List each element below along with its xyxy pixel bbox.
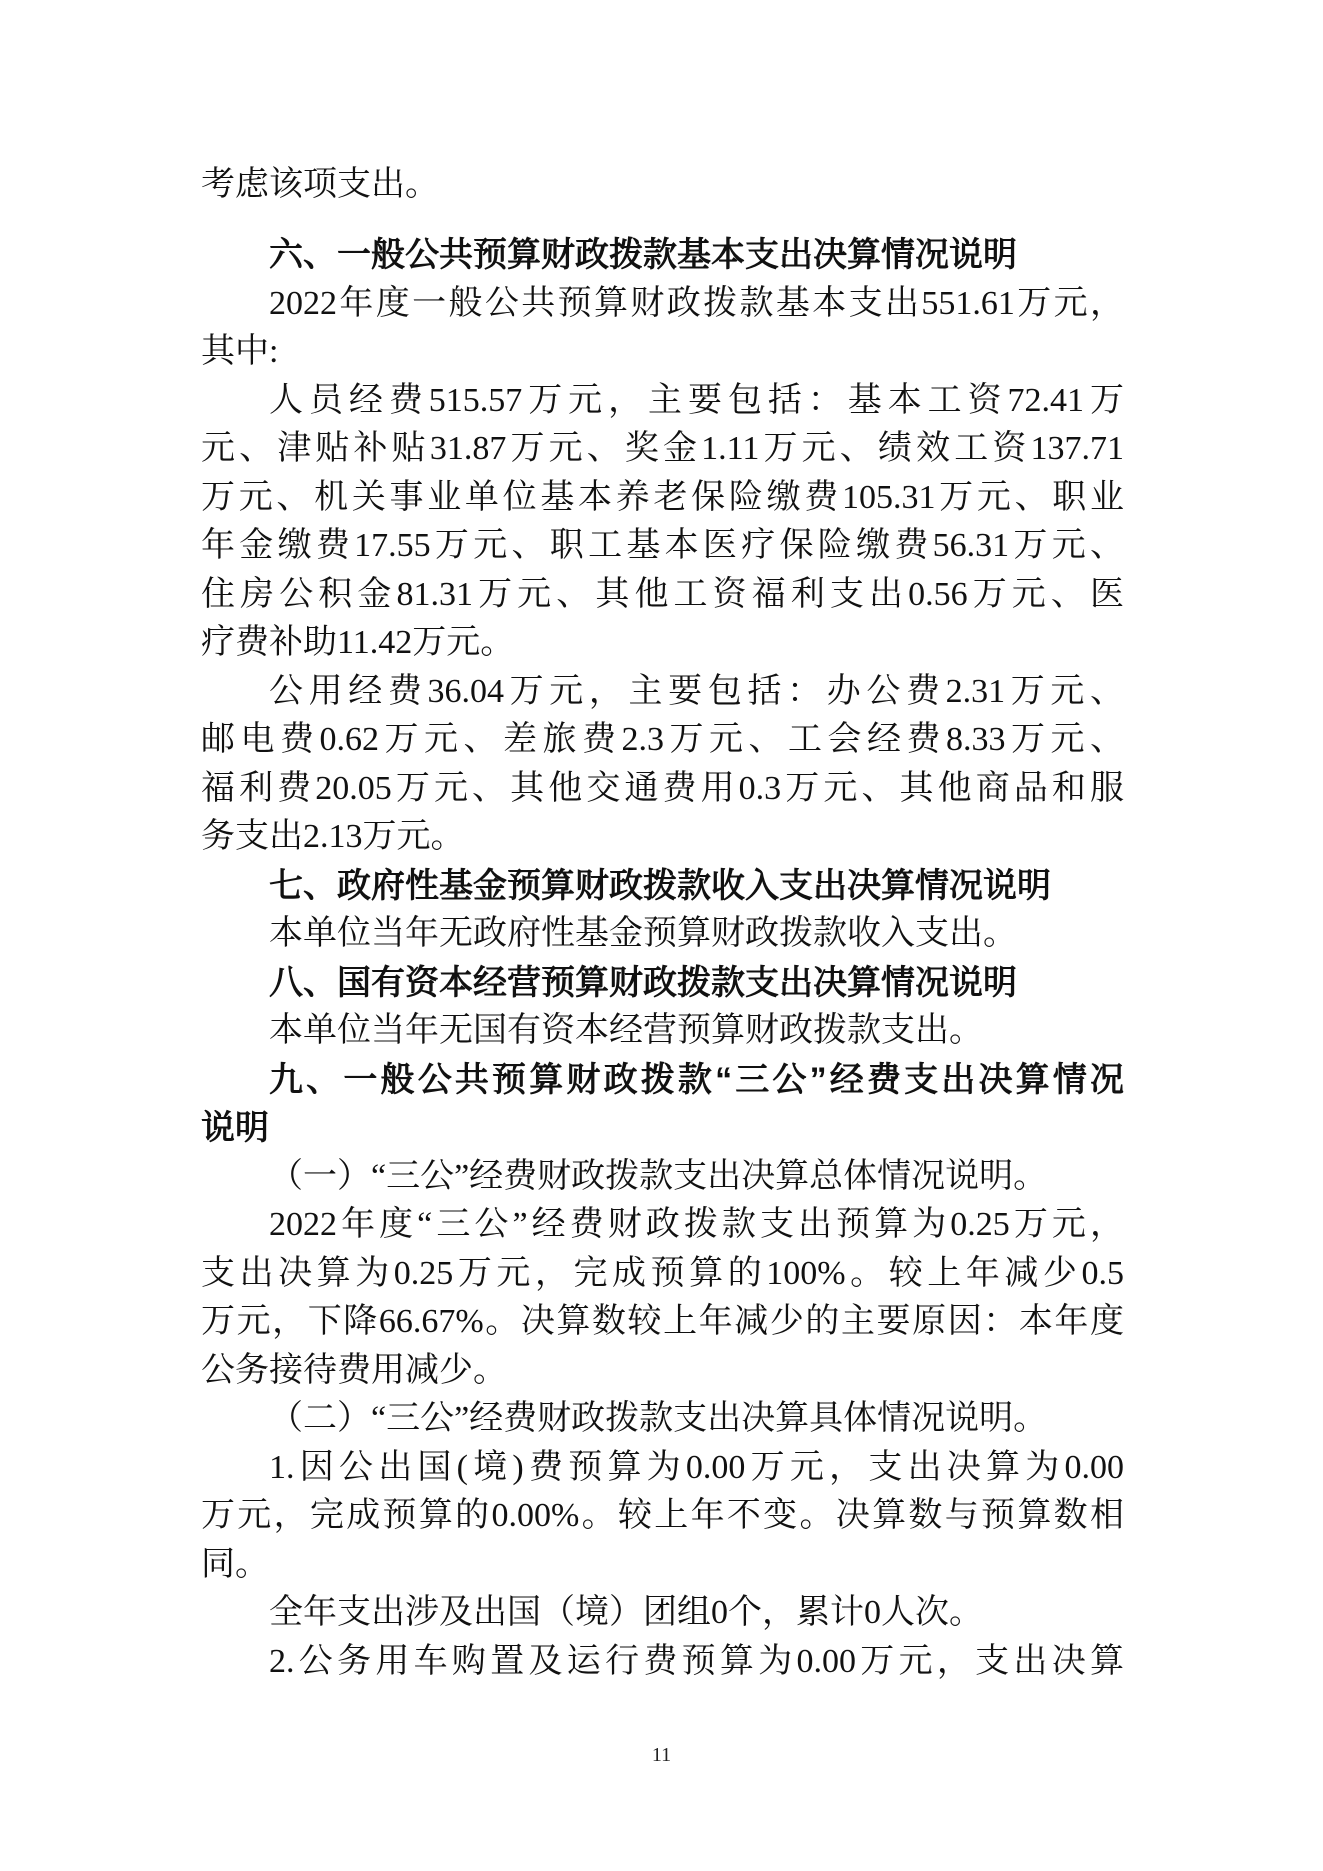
text-line: 万元、机关事业单位基本养老保险缴费105.31万元、职业: [201, 478, 1124, 516]
paragraph: [201, 668, 1124, 862]
text-line: 福利费20.05万元、其他交通费用0.3万元、其他商品和服: [201, 769, 1124, 807]
text-line: 住房公积金81.31万元、其他工资福利支出0.56万元、医: [201, 575, 1124, 613]
paragraph: [201, 1589, 1124, 1638]
document-body: [201, 161, 1124, 1686]
page-number: 11: [651, 1744, 672, 1766]
text-line: 2.公务用车购置及运行费预算为0.00万元，支出决算: [269, 1642, 1124, 1680]
paragraph: [201, 1444, 1124, 1590]
section-heading: [201, 862, 1124, 911]
text-line: 支出决算为0.25万元，完成预算的100%。较上年减少0.5: [201, 1254, 1124, 1292]
paragraph: [201, 1007, 1124, 1056]
text-line: 其中:: [201, 333, 279, 370]
text-line: 考虑该项支出。: [201, 166, 439, 203]
heading-line: 九、一般公共预算财政拨款“三公”经费支出决算情况: [269, 1060, 1124, 1099]
paragraph: [201, 377, 1124, 668]
heading-line: 说明: [201, 1109, 269, 1147]
text-line: 1.因公出国(境)费预算为0.00万元，支出决算为0.00: [269, 1448, 1124, 1486]
paragraph: [201, 910, 1124, 959]
text-line: 邮电费0.62万元、差旅费2.3万元、工会经费8.33万元、: [201, 721, 1124, 758]
text-line: 2022年度“三公”经费财政拨款支出预算为0.25万元，: [269, 1206, 1124, 1243]
text-line: 万元，完成预算的0.00%。较上年不变。决算数与预算数相: [201, 1497, 1124, 1534]
text-line: 同。: [201, 1545, 269, 1583]
subsection-heading: [201, 1395, 1124, 1444]
text-line: 元、津贴补贴31.87万元、奖金1.11万元、绩效工资137.71: [201, 430, 1124, 467]
paragraph: [201, 280, 1124, 377]
text-line: 2022年度一般公共预算财政拨款基本支出551.61万元，: [269, 284, 1124, 322]
text-line: 本单位当年无国有资本经营预算财政拨款支出。: [269, 1012, 983, 1049]
paragraph: [201, 161, 1124, 210]
heading-line: 八、国有资本经营预算财政拨款支出决算情况说明: [269, 963, 1017, 1002]
heading-line: 六、一般公共预算财政拨款基本支出决算情况说明: [269, 236, 1017, 274]
text-line: 全年支出涉及出国（境）团组0个，累计0人次。: [269, 1594, 983, 1631]
text-line: 人员经费515.57万元，主要包括：基本工资72.41万: [269, 381, 1124, 419]
text-line: 万元，下降66.67%。决算数较上年减少的主要原因：本年度: [201, 1303, 1124, 1340]
text-line: 疗费补助11.42万元。: [201, 624, 515, 661]
paragraph: [201, 1638, 1124, 1687]
section-heading: [201, 1056, 1124, 1153]
text-line: 年金缴费17.55万元、职工基本医疗保险缴费56.31万元、: [201, 527, 1124, 564]
text-line: 本单位当年无政府性基金预算财政拨款收入支出。: [269, 915, 1017, 952]
section-heading: [201, 231, 1124, 280]
section-heading: [201, 959, 1124, 1008]
text-line: （一）“三公”经费财政拨款支出决算总体情况说明。: [269, 1157, 1048, 1195]
text-line: 务支出2.13万元。: [201, 818, 465, 855]
text-line: （二）“三公”经费财政拨款支出决算具体情况说明。: [269, 1400, 1048, 1437]
paragraph: [201, 1201, 1124, 1395]
text-line: 公务接待费用减少。: [201, 1351, 507, 1389]
subsection-heading: [201, 1153, 1124, 1202]
heading-line: 七、政府性基金预算财政拨款收入支出决算情况说明: [269, 866, 1051, 905]
text-line: 公用经费36.04万元，主要包括：办公费2.31万元、: [269, 672, 1124, 710]
